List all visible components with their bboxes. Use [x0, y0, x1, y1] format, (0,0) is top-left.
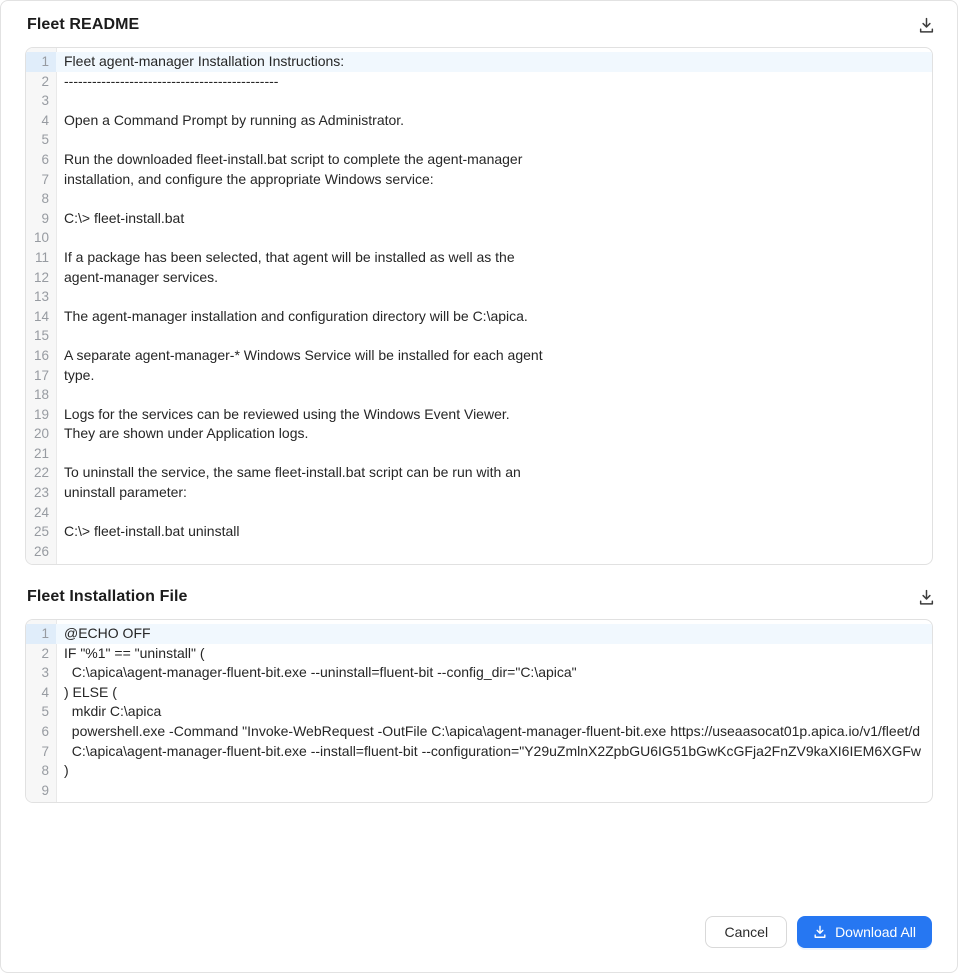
line-text: C:\> fleet-install.bat uninstall	[64, 523, 240, 540]
line-number: 6	[41, 151, 49, 167]
line-text	[56, 130, 932, 150]
line-number: 20	[33, 426, 49, 442]
code-line	[26, 366, 932, 386]
line-number: 26	[33, 543, 49, 559]
code-line	[26, 326, 932, 346]
code-line	[26, 170, 932, 190]
line-text	[56, 781, 932, 801]
line-number: 13	[33, 289, 49, 305]
line-number: 14	[33, 308, 49, 324]
code-line	[26, 189, 932, 209]
code-line	[26, 268, 932, 288]
line-number: 6	[41, 723, 49, 739]
line-number: 4	[41, 112, 49, 128]
code-line	[26, 683, 932, 703]
line-text: If a package has been selected, that agent will be installed as well as the	[64, 248, 515, 265]
line-text: The agent-manager installation and configuration directory will be C:\apica.	[64, 307, 528, 324]
line-number: 24	[33, 504, 49, 520]
download-icon	[918, 589, 935, 606]
line-text: To uninstall the service, the same fleet-install.bat script can be run with an	[64, 464, 521, 481]
code-line	[26, 287, 932, 307]
line-number: 8	[41, 763, 49, 779]
line-number: 5	[41, 704, 49, 720]
line-number: 3	[41, 93, 49, 109]
code-line	[26, 503, 932, 523]
code-line	[26, 52, 932, 72]
line-number: 3	[41, 665, 49, 681]
code-line	[26, 209, 932, 229]
line-text	[56, 542, 932, 562]
code-line	[26, 702, 932, 722]
code-line	[26, 307, 932, 327]
line-text	[56, 228, 932, 248]
line-number: 11	[34, 249, 49, 265]
download-icon	[813, 925, 827, 939]
code-line	[26, 444, 932, 464]
install-file-section-title: Fleet Installation File	[27, 588, 188, 605]
line-number: 1	[26, 624, 56, 644]
download-all-button[interactable]	[797, 916, 932, 948]
code-line	[26, 624, 932, 644]
download-all-label: Download All	[835, 924, 916, 940]
code-line	[26, 248, 932, 268]
line-text: )	[64, 762, 69, 779]
line-text	[56, 326, 932, 346]
readme-code-viewer[interactable]	[25, 47, 933, 565]
code-line	[26, 483, 932, 503]
line-number: 16	[33, 347, 49, 363]
line-number: 1	[26, 52, 56, 72]
code-line	[26, 761, 932, 781]
line-text	[56, 287, 932, 307]
code-line	[26, 130, 932, 150]
readme-section-title: Fleet README	[27, 16, 140, 33]
line-number: 2	[41, 645, 49, 661]
line-number: 19	[33, 406, 49, 422]
line-number: 9	[41, 782, 49, 798]
line-text: agent-manager services.	[64, 268, 219, 285]
line-text: C:\> fleet-install.bat	[64, 209, 185, 226]
line-text: A separate agent-manager-* Windows Service will be installed for each agent	[64, 346, 543, 363]
code-line	[26, 385, 932, 405]
line-number: 25	[33, 524, 49, 540]
code-line	[26, 781, 932, 801]
code-line	[26, 72, 932, 92]
code-line	[26, 405, 932, 425]
code-line	[26, 742, 932, 762]
install-file-section-header	[1, 581, 957, 613]
line-number: 2	[41, 73, 49, 89]
line-text: Fleet agent-manager Installation Instructions:	[56, 52, 932, 72]
line-number: 4	[41, 684, 49, 700]
code-line	[26, 424, 932, 444]
line-number: 8	[41, 191, 49, 207]
line-text: Logs for the services can be reviewed using the Windows Event Viewer.	[64, 405, 510, 422]
code-line	[26, 228, 932, 248]
modal-footer	[705, 916, 932, 948]
line-number: 17	[33, 367, 49, 383]
line-text: Run the downloaded fleet-install.bat script to complete the agent-manager	[64, 150, 523, 167]
line-text: Open a Command Prompt by running as Administrator.	[64, 111, 405, 128]
line-number: 23	[33, 485, 49, 501]
line-text: uninstall parameter:	[64, 484, 187, 501]
code-line	[26, 644, 932, 664]
line-number: 22	[33, 465, 49, 481]
line-text: ----------------------------------------------	[64, 72, 279, 89]
line-text	[56, 444, 932, 464]
line-text: mkdir C:\apica	[64, 703, 162, 720]
code-line	[26, 722, 932, 742]
line-text	[56, 503, 932, 523]
code-line	[26, 522, 932, 542]
code-line	[26, 663, 932, 683]
line-text: They are shown under Application logs.	[64, 425, 309, 442]
line-text	[56, 91, 932, 111]
line-number: 12	[33, 269, 49, 285]
line-number: 5	[41, 132, 49, 148]
download-install-file-button[interactable]	[916, 587, 937, 608]
cancel-button[interactable]: Cancel	[705, 916, 787, 948]
line-text: C:\apica\agent-manager-fluent-bit.exe --uninstall=fluent-bit --config_dir="C:\apica"	[64, 664, 577, 681]
line-number: 7	[41, 171, 49, 187]
code-line	[26, 463, 932, 483]
line-number: 15	[33, 328, 49, 344]
download-readme-button[interactable]	[916, 15, 937, 36]
line-text: @ECHO OFF	[56, 624, 932, 644]
line-text: IF "%1" == "uninstall" (	[64, 644, 205, 661]
code-lines	[26, 48, 932, 561]
line-text	[56, 189, 932, 209]
code-line	[26, 346, 932, 366]
code-line	[26, 111, 932, 131]
install-file-code-viewer[interactable]	[25, 619, 933, 803]
line-number: 7	[41, 743, 49, 759]
line-text: installation, and configure the appropriate Windows service:	[64, 170, 434, 187]
line-number: 21	[33, 445, 49, 461]
code-line	[26, 542, 932, 562]
line-text: powershell.exe -Command "Invoke-WebRequest -OutFile C:\apica\agent-manager-fluent-bit.exe https://useaasocat01p.apica.io/v1/fleet/d	[64, 722, 921, 739]
download-icon	[918, 17, 935, 34]
line-number: 18	[33, 387, 49, 403]
line-text: C:\apica\agent-manager-fluent-bit.exe --install=fluent-bit --configuration="Y29uZmlnX2ZpbGU6IG51bGwKcGFja2FnZV9kaXI6IEM6XGFw	[64, 742, 922, 759]
line-number: 9	[41, 210, 49, 226]
code-line	[26, 91, 932, 111]
line-text: type.	[64, 366, 95, 383]
code-lines	[26, 620, 932, 800]
readme-section-header	[1, 9, 957, 41]
line-number: 10	[33, 230, 49, 246]
line-text	[56, 385, 932, 405]
code-line	[26, 150, 932, 170]
line-text: ) ELSE (	[64, 683, 117, 700]
